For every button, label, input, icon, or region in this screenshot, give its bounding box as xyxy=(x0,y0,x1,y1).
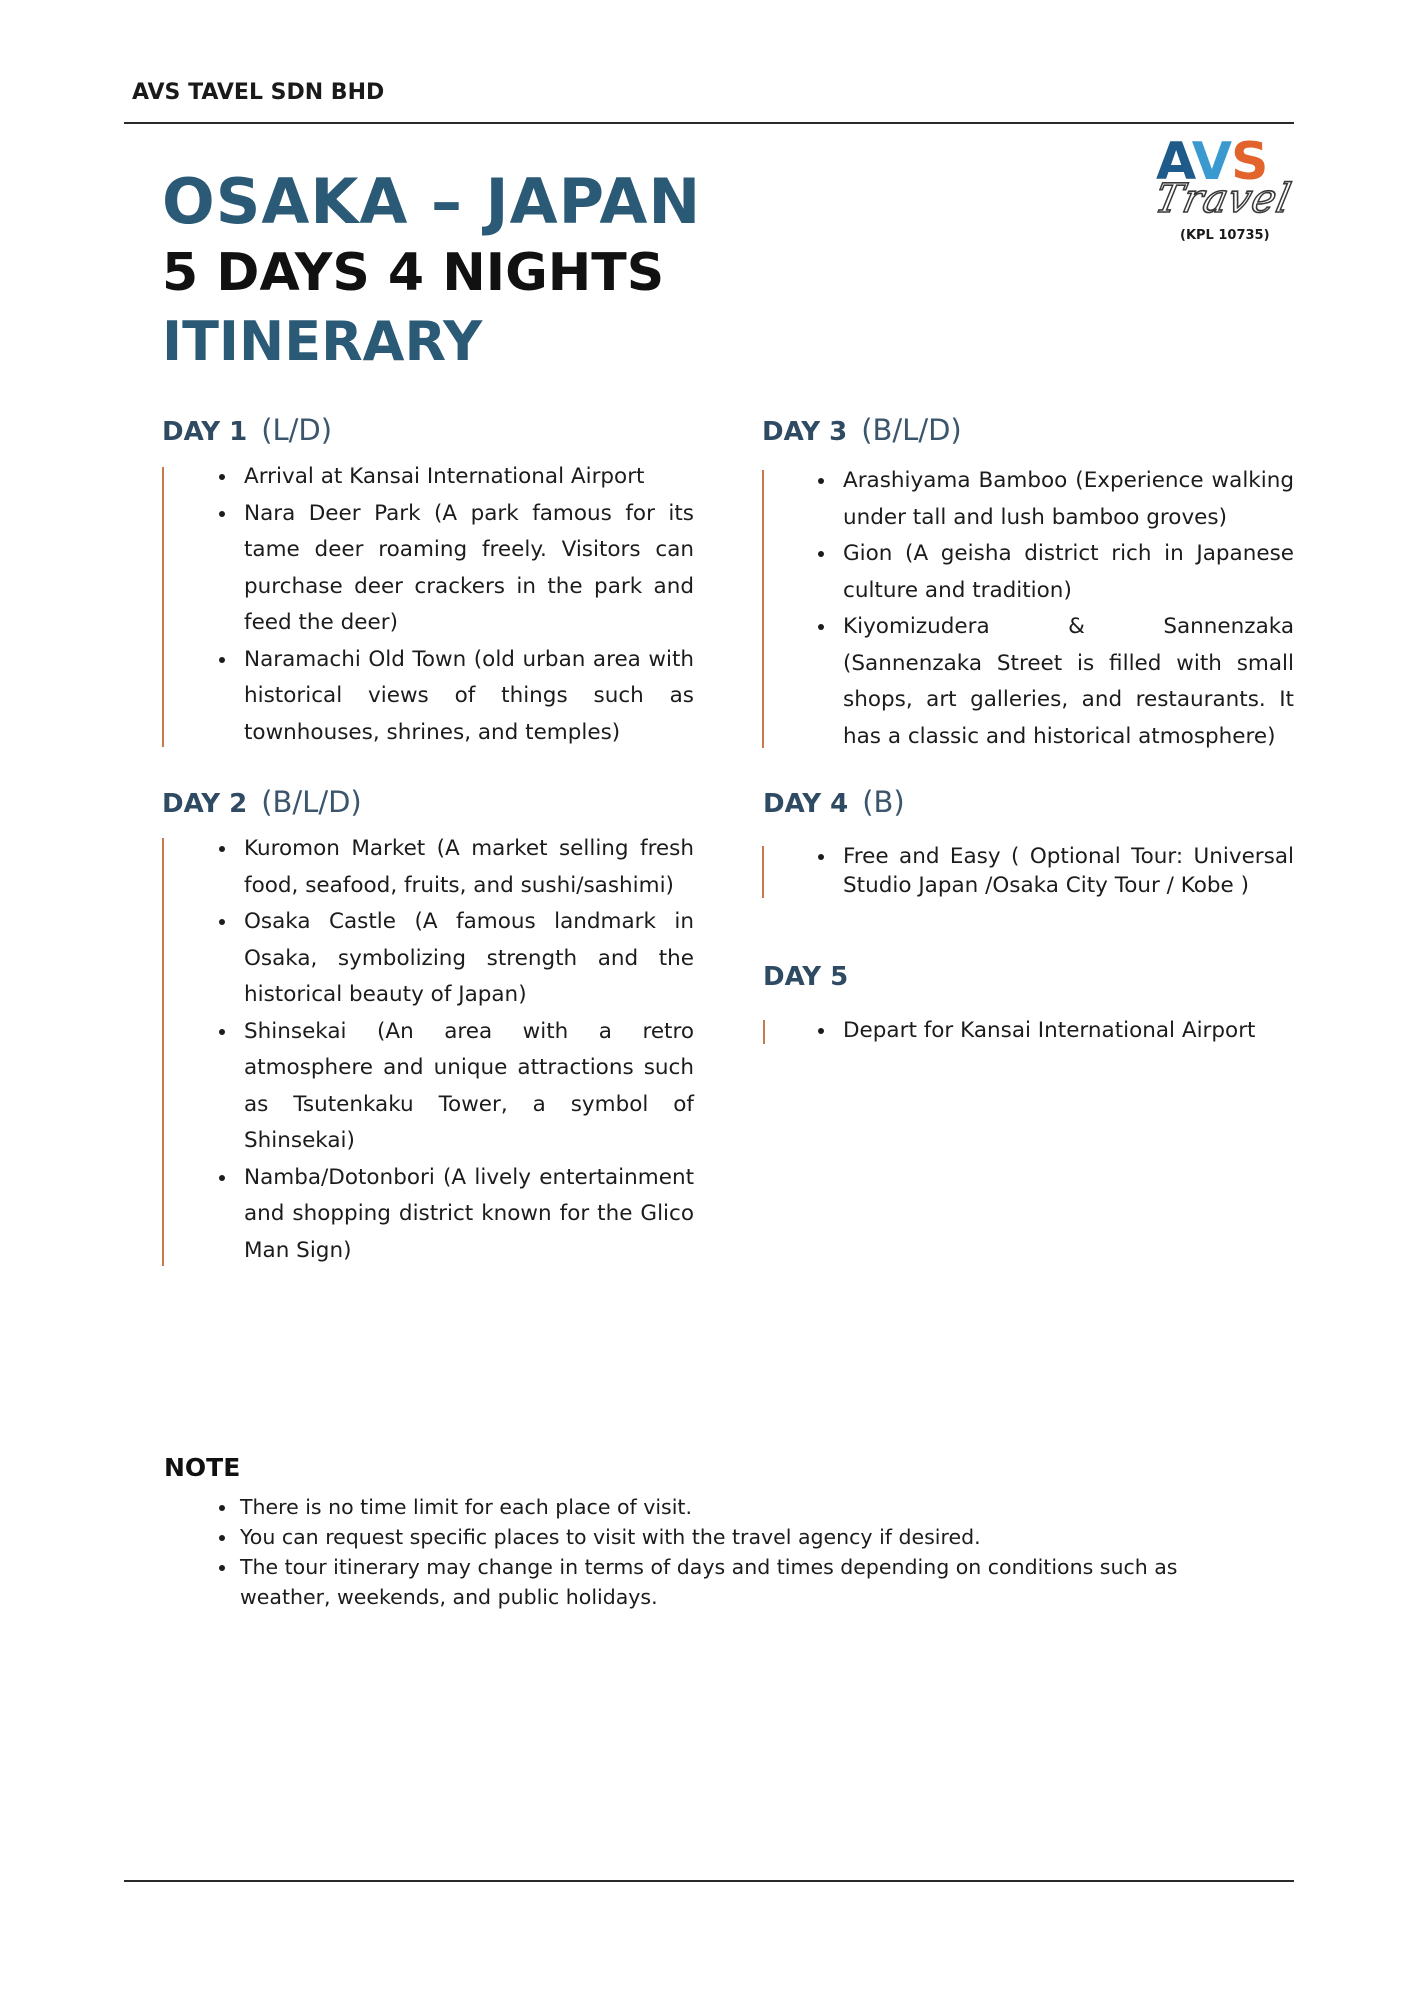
day-5-accent-bar xyxy=(763,1020,765,1044)
day-3-heading xyxy=(762,413,962,447)
list-item: • Depart for Kansai International Airport xyxy=(837,1013,1294,1050)
day-1-list xyxy=(208,459,694,751)
company-logo xyxy=(1150,132,1300,248)
note-list xyxy=(208,1492,1238,1612)
day-label: DAY 4 xyxy=(763,789,849,819)
company-name: AVS TAVEL SDN BHD xyxy=(132,80,385,105)
day-2-list xyxy=(208,831,694,1269)
day-3-list xyxy=(807,463,1294,755)
list-item: • Kiyomizudera & Sannenzaka (Sannenzaka Street is filled with small shops, art galleries, and restaurants. It has a classic and historical atmosphere) xyxy=(837,609,1294,755)
list-item: • Arashiyama Bamboo (Experience walking under tall and lush bamboo groves) xyxy=(837,463,1294,536)
title-destination: OSAKA – JAPAN xyxy=(162,165,702,238)
list-item: • Free and Easy ( Optional Tour: Universal Studio Japan /Osaka City Tour / Kobe ) xyxy=(837,842,1294,900)
title-duration: 5 DAYS 4 NIGHTS xyxy=(162,243,665,303)
license-number: (KPL 10735) xyxy=(1180,228,1270,243)
logo-script: Travel xyxy=(1151,176,1296,222)
list-item: • Nara Deer Park (A park famous for its tame deer roaming freely. Visitors can purchase deer crackers in the park and feed the deer) xyxy=(238,496,694,642)
list-item: • Arrival at Kansai International Airport xyxy=(238,459,694,496)
list-item: • Osaka Castle (A famous landmark in Osaka, symbolizing strength and the historical beauty of Japan) xyxy=(238,904,694,1014)
day-5-heading xyxy=(763,958,862,992)
meal-plan: (B/L/D) xyxy=(261,785,362,819)
list-item: • Namba/Dotonbori (A lively entertainment and shopping district known for the Glico Man Sign) xyxy=(238,1160,694,1270)
title-itinerary: ITINERARY xyxy=(162,310,483,373)
header-divider xyxy=(124,122,1294,124)
day-4-list xyxy=(807,842,1294,900)
day-5-list xyxy=(807,1013,1294,1050)
meal-plan: (L/D) xyxy=(261,413,333,447)
day-4-heading xyxy=(763,785,905,819)
list-item: • Kuromon Market (A market selling fresh food, seafood, fruits, and sushi/sashimi) xyxy=(238,831,694,904)
note-item: • The tour itinerary may change in terms of days and times depending on conditions such as weather, weekends, and public holidays. xyxy=(238,1552,1238,1612)
day-1-heading xyxy=(162,413,332,447)
list-item: • Naramachi Old Town (old urban area with historical views of things such as townhouses, shrines, and temples) xyxy=(238,642,694,752)
meal-plan: (B) xyxy=(862,785,905,819)
meal-plan: (B/L/D) xyxy=(861,413,962,447)
day-label: DAY 3 xyxy=(762,417,848,447)
note-heading: NOTE xyxy=(164,1453,241,1482)
day-1-accent-bar xyxy=(162,467,164,747)
day-label: DAY 1 xyxy=(162,417,248,447)
day-label: DAY 5 xyxy=(763,962,849,992)
logo-mark: AVS xyxy=(1156,132,1268,192)
list-item: • Gion (A geisha district rich in Japanese culture and tradition) xyxy=(837,536,1294,609)
day-3-accent-bar xyxy=(762,470,764,748)
list-item: • Shinsekai (An area with a retro atmosphere and unique attractions such as Tsutenkaku Tower, a symbol of Shinsekai) xyxy=(238,1014,694,1160)
note-item: • You can request specific places to visit with the travel agency if desired. xyxy=(238,1522,1238,1552)
footer-divider xyxy=(124,1880,1294,1882)
day-label: DAY 2 xyxy=(162,789,248,819)
day-2-heading xyxy=(162,785,362,819)
note-item: • There is no time limit for each place of visit. xyxy=(238,1492,1238,1522)
day-4-accent-bar xyxy=(762,846,764,898)
day-2-accent-bar xyxy=(162,838,164,1266)
